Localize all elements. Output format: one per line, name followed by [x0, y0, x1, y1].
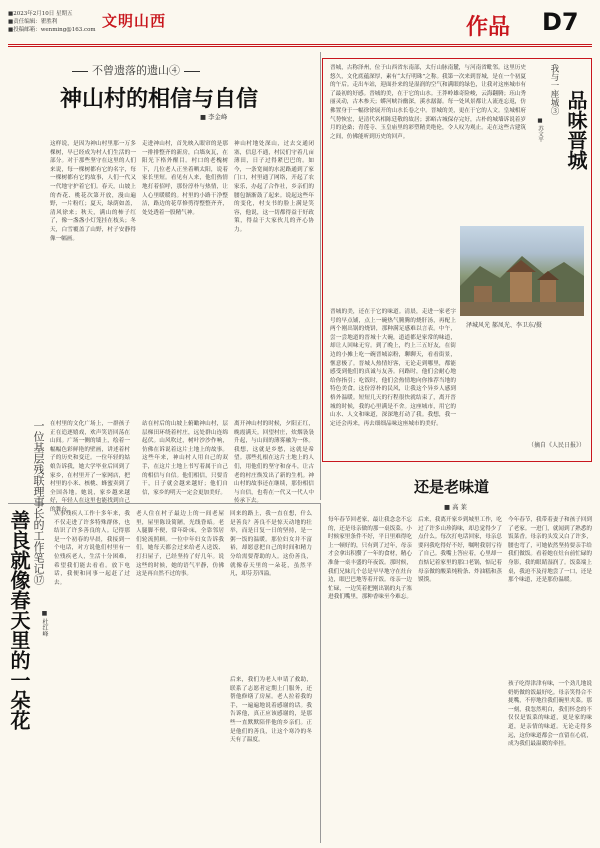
article3-body: 晋城的美，还在于它的味道。清晨，走进一家老字号的早点铺，点上一碗热气腾腾的烧肝汤，再配上两个刚出锅的烧饼，那种满足感难以言表。中午，尝一尝地道的晋城十大碗，道道都是家常的味道，却让人回味无穷。到了晚上，约上三五好友，在街边的小摊上吃一碗晋城凉粉，聊聊天，看看街景，惬意极了。晋城人热情好客，无论走到哪里，都能感受到他们的真诚与友善。问路时，他们会耐心地给你指引；吃饭时，他们会热情地向你推荐当地的特色美食。这份淳朴的民风，让我这个异乡人感到格外温暖。短短几天的行程很快就结束了，离开晋城的时候，我的心里满是不舍。这座城市，用它的山水、人文和味道，深深地打动了我。我想，我一定还会再来，再去细细品味这座城市的美好。 [330, 309, 456, 427]
article3-lead: 晋城，古称泽州，位于山西省东南部，太行山脉南麓，与河南省毗邻。这里历史悠久，文化底蕴深厚，素有“太行明珠”之称。我第一次来到晋城，是在一个初夏的午后。走出车站，迎面扑来的是湿润的空气和满眼的绿色，让我对这座城市有了最初的好感。晋城的美，在于它的山水。王莽岭雄奇险峻，云海翻腾；珏山秀丽灵动，古木参天；蟒河峡谷幽深，溪水潺潺。每一处风景都让人流连忘返，仿佛置身于一幅徐徐展开的山水长卷之中。晋城的美，更在于它的人文。皇城相府气势恢宏，是清代名相陈廷敬的故居；郭峪古城保存完好，古朴的城墙诉说着岁月的沧桑；青莲寺、玉皇庙里的彩塑精美绝伦，令人叹为观止。走在这些古建筑之间，仿佛能听到历史的回声。 [330, 65, 526, 140]
issue-date: ■2023年2月10日 星期五 [8, 11, 73, 17]
article2-column-2: 老人住在村子最边上的一间老屋里，屋里陈设简陋，光线昏暗。老人腿脚不便，常年卧床，全靠邻居们轮流照顾。一位中年妇女告诉我们，她每天都会过来给老人送饭、打扫屋子，已经坚持了好几年。说这些的时候，她的语气平静，仿佛这是再自然不过的事。 [136, 511, 224, 578]
editor-credit: ■责任编辑：瞿胜利 [8, 19, 58, 25]
article2-column-4: 后来，我们为老人申请了救助，联系了志愿者定期上门服务，还帮他修缮了房屋。老人拉着我的手，一遍遍地说着感谢的话。我告诉他，真正应该感谢的，是那些一直默默陪伴他的乡亲们。正是他们的善良，让这个寒冷的冬天有了温度。 [230, 677, 312, 744]
article1-kicker [72, 62, 200, 78]
article3-kicker: 我与一座城③ [549, 64, 559, 115]
masthead [0, 0, 600, 46]
article1-column-5: 站在村后的山坡上俯瞰神山村，层层梯田环绕着村庄，远处群山连绵起伏。山风吹过，树叶沙沙作响，仿佛在诉说着这片土地上的故事。这些年来，神山村人用自己的双手，在这片土地上书写着属于自己的相信与自信。他们相信，只要肯干，日子就会越来越好；他们自信，家乡的明天一定会更加美好。 [142, 421, 228, 496]
article1-column-3: 神山村地处深山，过去交通闭塞，信息不通，村民们守着几亩薄田，日子过得紧巴巴的。如今，一条宽阔的水泥路通到了家门口，村里通了网络，开起了农家乐，办起了合作社，乡亲们的腰包渐渐鼓了起来。说起这些年的变化，村支书的脸上满是笑容，他说，这一切都得益于好政策，得益于大家伙儿的齐心协力。 [234, 141, 314, 233]
article1-column-4: 在村里的文化广场上，一群孩子正在追逐嬉戏，欢声笑语回荡在山间。广场一侧的墙上，绘着一幅幅色彩鲜艳的壁画，讲述着村子的历史和变迁。一位年轻的姑娘告诉我，她大学毕业后回到了家乡，在村里开了一家网店，把村里的小米、核桃、蜂蜜卖到了全国各地。她说，家乡越来越好，年轻人在这里也能找到自己的舞台。 [50, 421, 130, 513]
article4-column-3: 今年春节，我带着妻子和孩子回到了老家。一进门，就闻到了熟悉的饭菜香。母亲的头发又白了许多，腰也弯了，可她依然坚持要亲手给我们做饭。看着她在灶台前忙碌的身影，我的眼睛湿润了。饭菜端上桌，我迫不及待地尝了一口，还是那个味道，还是那份温暖。 [508, 517, 592, 584]
article4-byline: ■ 高 莱 [444, 503, 467, 511]
section-divider-1 [8, 503, 320, 504]
article1-kicker-text: 不曾遗落的遗山④ [92, 64, 180, 77]
article3-body-continued [462, 330, 584, 438]
article1-column-1: 这样说，是因为神山村里那一万多棵树，早已经成为村人们生活的一部分。对于那些坚守在这里的人们来说，每一棵树都有它的名字，每一棵树都有它的故事，人们一代又一代地守护着它们。春天，山坡上的杏花、桃花次第开放，漫山遍野，一片粉红；夏天，绿荫如盖，清风徐来；秋天，满山的柿子红了，像一盏盏小灯笼挂在枝头；冬天，白雪覆盖了山野，村子安静得像一幅画。 [50, 141, 136, 242]
article1-byline: ■ 李金峰 [200, 113, 228, 121]
article3-source: （摘自《人民日报》） [528, 442, 586, 449]
article1-column-2: 走进神山村，首先映入眼帘的是那一排排整齐的新房，白墙灰瓦，在阳光下格外醒目。村口的老槐树下，几位老人正坐着晒太阳，说着家长里短。看见有人来，他们热情地打着招呼，那份淳朴与热情，让人心里暖暖的。村里的小路干净整洁，路边的花草修剪得整整齐齐，处处透着一股精气神。 [142, 141, 228, 216]
article4-title: 还是老味道 [414, 478, 490, 496]
article4-column-1: 每年春节回老家，最让我念念不忘的，还是母亲做的那一桌饭菜。小时候家里条件不好，平日里难得吃上一顿好的，只有到了过年，母亲才会拿出积攒了一年的食材，精心准备一桌丰盛的年夜饭。那时候，我们兄妹几个总是早早地守在灶台边，眼巴巴地等着开饭。母亲一边忙碌，一边笑着把刚出锅的丸子塞进我们嘴里，那种香味至今难忘。 [328, 517, 412, 601]
city-photo-illustration [460, 226, 584, 316]
brand-logo: 文明山西 [102, 12, 167, 30]
article2-column-1: 从事残疾人工作十多年来，我不仅走进了许多特殊群体，也结识了许多善良的人。记得那是一个初春的早晨，我接到一个电话，对方说他们村里有一位残疾老人，生活十分困难，希望我们能去看看。放下电话，我便和同事一起赶了过去。 [54, 511, 130, 586]
article3-title: 品味晋城 [564, 90, 588, 170]
photo-caption: 泽城风光 郝凤光、李卫东/摄 [466, 322, 542, 329]
page-number: D7 [542, 8, 579, 36]
section-title: 作品 [466, 15, 511, 40]
article2-title: 善良就像春天里的一朵花 [7, 510, 31, 730]
submission-email: ■投稿邮箱：wenming@163.com [8, 27, 96, 33]
article4-column-2: 后来，我离开家乡到城里工作，吃过了许多山珍海味，却总觉得少了点什么。每次打电话回家，母亲总要问我吃得好不好，嘱咐我别亏待了自己。我嘴上答应着，心里却一直惦记着家里的那口老锅，惦记着母亲做的酸菜炖粉条、炸油糕和蒸馍馍。 [418, 517, 502, 584]
article2-kicker: 一位基层残联理事长的工作笔记⑰ [32, 420, 45, 585]
article4-column-4: 孩子吃得津津有味，一个劲儿地说奶奶做的饭最好吃。母亲笑得合不拢嘴，不停地往我们碗里夹菜。那一刻，我忽然明白，我们怀念的不仅仅是饭菜的味道，更是家的味道，是亲情的味道。无论走得多远，这份味道都会一直留在心底，成为我们最温暖的牵挂。 [508, 681, 592, 748]
column-divider-2 [320, 503, 321, 843]
masthead-rule-thin [8, 46, 592, 47]
article2-byline: ■ 杜红峰 [41, 610, 48, 637]
column-divider [320, 52, 321, 500]
article1-column-6: 离开神山村的时候，夕阳正红，晚霞满天。回望村庄，炊烟袅袅升起，与山间的薄雾融为一体。我想，这就是乡愁，这就是希望。那些扎根在这片土地上的人们，用他们的坚守和奋斗，让古老的村庄焕发出了新的生机。神山村的故事还在继续，那份相信与自信，也将在一代又一代人中传承下去。 [234, 421, 314, 505]
article1-title: 神山村的相信与自信 [60, 86, 259, 112]
article3-byline: ■ 苏文平 [537, 118, 543, 143]
masthead-meta [8, 10, 96, 34]
article2-column-3: 回来的路上，我一直在想，什么是善良？善良不是惊天动地的壮举，而是日复一日的坚持，是一粥一饭的温暖。那位妇女并不富裕，却愿意把自己的时间和精力分给需要帮助的人。这份善良，就像春天里的一朵花，虽然平凡，却芬芳四溢。 [230, 511, 312, 578]
city-photo [460, 226, 584, 316]
masthead-rule [8, 44, 592, 45]
